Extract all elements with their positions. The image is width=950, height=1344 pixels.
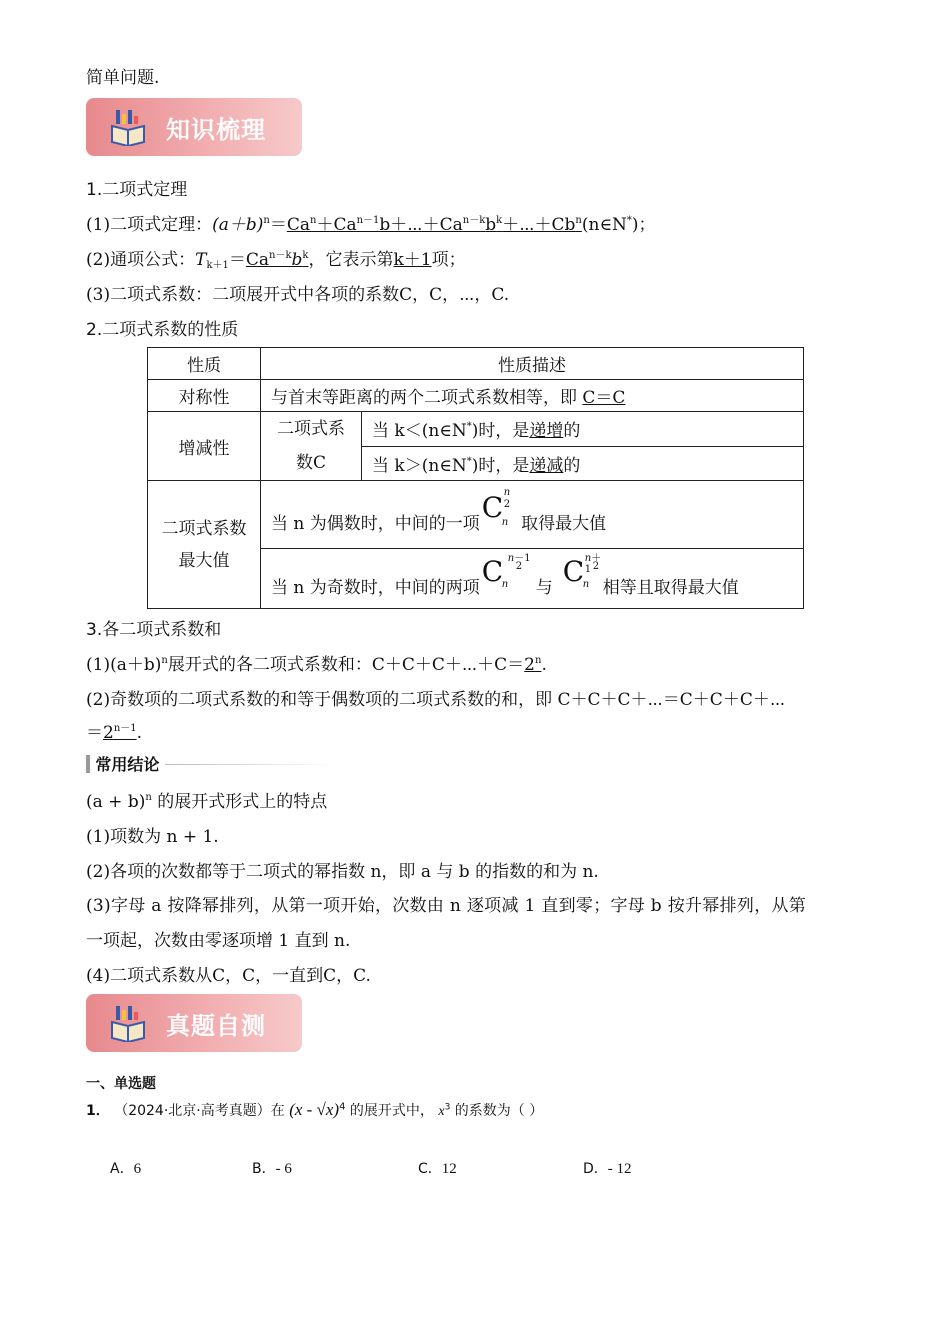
- row-increasing: 当 k＜(n∈N*)时，是递增的: [362, 412, 804, 447]
- answer: 2: [524, 655, 535, 675]
- sup: *: [626, 215, 632, 226]
- T: T: [195, 250, 207, 270]
- row-monotonic-sub: 二项式系数C: [261, 412, 362, 481]
- book-icon: [110, 108, 146, 146]
- sup: n－1: [113, 723, 137, 734]
- text: )时，是: [471, 421, 530, 442]
- option-label: B．: [252, 1161, 276, 1177]
- eq: ＝: [228, 250, 246, 270]
- option-value: 12: [441, 1161, 457, 1177]
- line-binomial-coefficient: (3)二项式系数：二项展开式中各项的系数C，C，⋯，C.: [86, 285, 510, 305]
- text: 当 n 为偶数时，中间的一项: [271, 513, 480, 534]
- text: 的系数为（ ）: [454, 1103, 544, 1119]
- term: Ca: [245, 250, 270, 270]
- text: 与首末等距离的两个二项式系数相等，即: [271, 388, 577, 408]
- text: 展开式的各二项式系数和：C＋C＋C＋⋯＋C＝: [167, 655, 525, 675]
- heading-properties: 2.二项式系数的性质: [86, 320, 239, 340]
- quiz-section-title: 一、单选题: [86, 1076, 156, 1092]
- conclusion-line-2: (2)各项的次数都等于二项式的幂指数 n，即 a 与 b 的指数的和为 n.: [86, 862, 599, 882]
- text: 当 k＞(n∈N: [372, 455, 467, 476]
- row-decreasing: 当 k＞(n∈N*)时，是递减的: [362, 446, 804, 481]
- divider: [165, 764, 335, 765]
- term: ＋Ca: [316, 215, 357, 235]
- end: .: [136, 723, 143, 743]
- book-icon: [110, 1004, 146, 1042]
- conclusion-line-3a: (3)字母 a 按降幂排列，从第一项开始，次数由 n 逐项减 1 直到零；字母 b 按升幂排列，从第: [86, 896, 807, 916]
- text: )时，是: [471, 455, 530, 476]
- text: 相等且取得最大值: [602, 577, 739, 598]
- properties-table: [147, 347, 804, 609]
- sup: n: [535, 655, 542, 666]
- row-max-even: 当 n 为偶数时，中间的一项 C n 2 n 取得最大值: [261, 481, 804, 549]
- row-symmetry-text: [261, 380, 804, 412]
- text: (a + b): [86, 792, 146, 812]
- row-monotonic-label: 增减性: [148, 412, 261, 481]
- end: 项；: [431, 250, 466, 270]
- section-banner-self-test: [86, 994, 302, 1052]
- option-value: 6: [133, 1161, 142, 1177]
- conclusion-line-1: (1)项数为 n + 1.: [86, 827, 219, 847]
- underlined: 递增: [529, 421, 564, 442]
- sup: n－k: [269, 250, 292, 261]
- text: 当 k＜(n∈N: [372, 421, 467, 442]
- row-symmetry-label: 对称性: [148, 380, 261, 412]
- conclusion-line-4: (4)二项式系数从C，C，一直到C，C.: [86, 966, 371, 986]
- question-1: [86, 1100, 543, 1120]
- option-d[interactable]: [583, 1158, 632, 1178]
- text: 与: [535, 577, 553, 598]
- line-general-term: [86, 245, 466, 271]
- sub: k＋1: [206, 260, 229, 271]
- sup: k: [496, 215, 503, 226]
- expression: (x - √x): [289, 1100, 340, 1119]
- sup: n－1: [356, 215, 380, 226]
- row-max-label: 二项式系数最大值: [148, 481, 261, 609]
- term: b＋⋯＋Ca: [379, 215, 463, 235]
- line-sum-3: [86, 718, 142, 743]
- conclusion-title: 常用结论: [95, 755, 160, 774]
- text: 的展开式形式上的特点: [151, 792, 328, 812]
- underlined: C＝C: [582, 388, 626, 408]
- conclusion-line-3b: 一项起，次数由零逐项增 1 直到 n.: [86, 931, 351, 951]
- label: (1)二项式定理：: [86, 215, 213, 235]
- term: ＋⋯＋Cb: [502, 215, 576, 235]
- bar-icon: [86, 755, 90, 773]
- heading-coefficient-sum: 3.各二项式系数和: [86, 620, 222, 640]
- sup: 3: [444, 1102, 451, 1113]
- option-label: C．: [418, 1161, 442, 1177]
- k-plus-one: k＋1: [393, 250, 432, 270]
- conclusion-header: [86, 752, 335, 775]
- sup: 4: [339, 1101, 346, 1113]
- underlined: 递减: [529, 455, 564, 476]
- eq: ＝: [269, 215, 287, 235]
- heading-binomial-theorem: 1.二项式定理: [86, 180, 188, 200]
- condition: (n∈N: [581, 215, 627, 235]
- option-value: - 6: [275, 1161, 292, 1177]
- sup: n: [263, 215, 270, 226]
- line-binomial-theorem: [86, 210, 656, 235]
- text: 的: [563, 455, 581, 476]
- banner-title: 知识梳理: [166, 116, 266, 144]
- formula: (a＋b): [212, 215, 264, 235]
- label: (2)通项公式：: [86, 250, 196, 270]
- section-banner-knowledge: [86, 98, 302, 156]
- x: x: [438, 1104, 445, 1119]
- question-number: 1．: [86, 1103, 110, 1119]
- end: .: [541, 655, 547, 675]
- sup: n: [310, 215, 317, 226]
- row-max-odd: 当 n 为奇数时，中间的两项 C n－1 2 n 与 C n＋1 2 n 相等且取得最大值: [261, 549, 804, 609]
- header-property: 性质: [148, 348, 261, 380]
- option-b[interactable]: [252, 1158, 292, 1178]
- conclusion-line-0: [86, 787, 327, 812]
- sup: n: [145, 792, 152, 803]
- banner-title: 真题自测: [166, 1012, 266, 1040]
- text: 当 n 为奇数时，中间的两项: [271, 577, 480, 598]
- question-source: （2024·北京·高考真题）在: [114, 1103, 285, 1119]
- option-label: A．: [110, 1161, 134, 1177]
- term: b: [485, 215, 497, 235]
- option-label: D．: [583, 1161, 608, 1177]
- end: )；: [631, 215, 656, 235]
- text: 的: [563, 421, 581, 442]
- text: ＝: [86, 723, 103, 743]
- term: b: [291, 250, 303, 270]
- option-c[interactable]: [418, 1158, 457, 1178]
- option-a[interactable]: [110, 1158, 141, 1178]
- text: (1)(a＋b): [86, 655, 162, 675]
- header-description: 性质描述: [261, 348, 804, 380]
- sup: n－k: [462, 215, 486, 226]
- sup: n: [161, 655, 168, 666]
- line-sum-1: [86, 650, 547, 675]
- answer: 2: [103, 723, 114, 743]
- text: 的展开式中，: [349, 1103, 434, 1119]
- line-sum-2: (2)奇数项的二项式系数的和等于偶数项的二项式系数的和，即 C＋C＋C＋⋯＝C＋C＋C＋⋯: [86, 690, 786, 710]
- sup: k: [302, 250, 309, 261]
- option-value: - 12: [607, 1161, 632, 1177]
- text: 取得最大值: [521, 513, 607, 534]
- sup: n: [575, 215, 582, 226]
- intro-text: 简单问题.: [86, 68, 160, 88]
- text: ，它表示第: [308, 250, 394, 270]
- term: Ca: [286, 215, 310, 235]
